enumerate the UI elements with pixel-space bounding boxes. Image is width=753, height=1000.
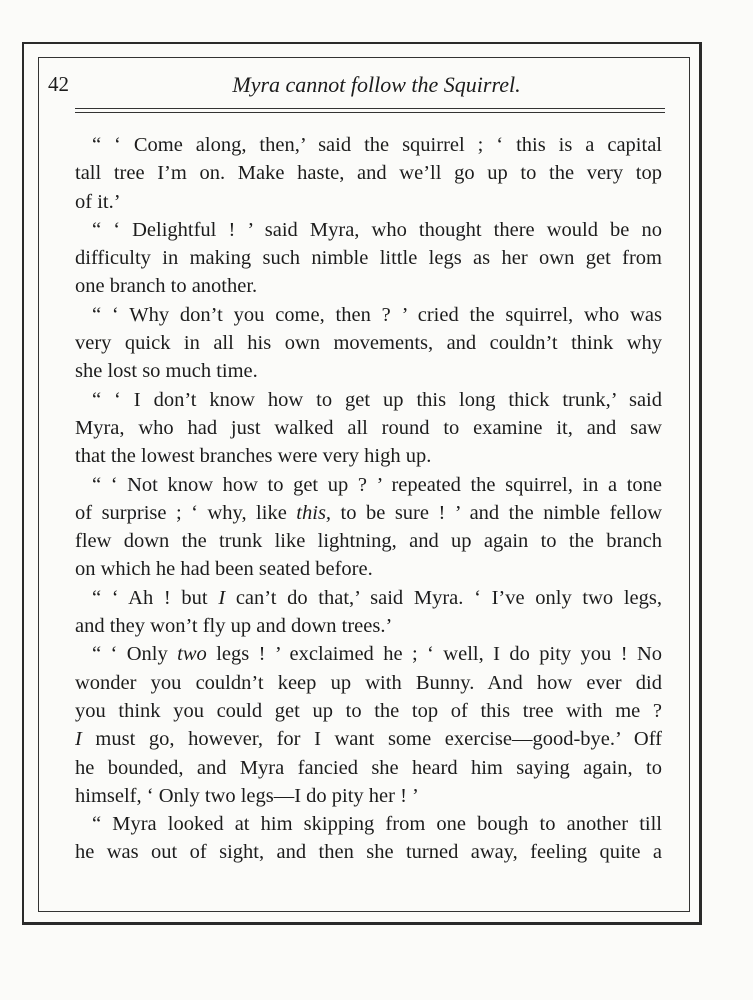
text-line [75, 782, 662, 810]
text-segment: “ Myra looked at him skipping from one bough to another till [92, 813, 662, 836]
text-segment: “ ‘ Why don’t you come, then ? ’ cried the squirrel, who was [92, 303, 662, 326]
text-segment: “ ‘ Not know how to get up ? ’ repeated the squirrel, in a tone [92, 473, 662, 496]
page-number: 42 [48, 72, 69, 96]
text-segment: flew down the trunk like lightning, and up again to the branch [75, 530, 662, 553]
body-text [75, 131, 662, 867]
text-line [75, 414, 662, 442]
text-line [75, 442, 662, 470]
text-segment: to be sure ! ’ and the nimble fellow [331, 501, 662, 524]
text-line [75, 669, 662, 697]
text-segment: “ ‘ Only [92, 643, 178, 666]
text-line [75, 697, 662, 725]
text-segment: tall tree I’m on. Make haste, and we’ll go up to the very top [75, 162, 662, 185]
italic-text: I [75, 728, 82, 751]
text-segment: “ ‘ Delightful ! ’ said Myra, who thought there would be no [92, 218, 662, 241]
text-segment: can’t do that,’ said Myra. ‘ I’ve only two legs, [225, 586, 662, 609]
text-line [75, 499, 662, 527]
text-segment: very quick in all his own movements, and couldn’t think why [75, 332, 662, 355]
text-line [75, 386, 662, 414]
text-segment: must go, however, for I want some exercise—good-bye.’ Off [81, 728, 662, 751]
text-segment: he was out of sight, and then she turned away, feeling quite a [75, 841, 662, 864]
text-segment: of it.’ [75, 190, 121, 213]
text-line [75, 810, 662, 838]
text-line [75, 471, 662, 499]
text-segment: she lost so much time. [75, 360, 258, 383]
text-segment: and they won’t fly up and down trees.’ [75, 615, 393, 638]
text-segment: of surprise ; ‘ why, like [75, 501, 297, 524]
text-segment: he bounded, and Myra fancied she heard him saying again, to [75, 756, 662, 779]
text-segment: “ ‘ I don’t know how to get up this long thick trunk,’ said [92, 388, 662, 411]
text-segment: wonder you couldn’t keep up with Bunny. And how ever did [75, 671, 662, 694]
text-segment: one branch to another. [75, 275, 258, 298]
running-title: Myra cannot follow the Squirrel. [232, 72, 521, 97]
text-line [75, 301, 662, 329]
header-rule-bottom [75, 112, 665, 113]
text-line [75, 216, 662, 244]
text-line [75, 272, 662, 300]
text-segment: himself, ‘ Only two legs—I do pity her ! ’ [75, 784, 419, 807]
text-segment: you think you could get up to the top of this tree with me ? [75, 699, 662, 722]
italic-text: this, [296, 501, 332, 524]
text-line [75, 725, 662, 753]
text-line [75, 584, 662, 612]
text-line [75, 527, 662, 555]
text-segment: on which he had been seated before. [75, 558, 373, 581]
text-line [75, 357, 662, 385]
text-segment: “ ‘ Ah ! but [92, 586, 219, 609]
text-segment: “ ‘ Come along, then,’ said the squirrel ; ‘ this is a capital [92, 134, 662, 156]
text-line [75, 838, 662, 866]
text-line [75, 188, 662, 216]
italic-text: I [218, 586, 226, 609]
text-line [75, 329, 662, 357]
header-rule-top [75, 108, 665, 109]
text-segment: Myra, who had just walked all round to examine it, and saw [75, 416, 662, 439]
text-line [75, 555, 662, 583]
text-segment: that the lowest branches were very high up. [75, 445, 432, 468]
text-line [75, 244, 662, 272]
text-line [75, 131, 662, 159]
text-line [75, 159, 662, 187]
text-segment: legs ! ’ exclaimed he ; ‘ well, I do pity you ! No [206, 643, 662, 666]
text-line [75, 640, 662, 668]
text-line [75, 754, 662, 782]
italic-text: two [177, 643, 207, 666]
text-line [75, 612, 662, 640]
text-segment: difficulty in making such nimble little legs as her own get from [75, 247, 662, 270]
